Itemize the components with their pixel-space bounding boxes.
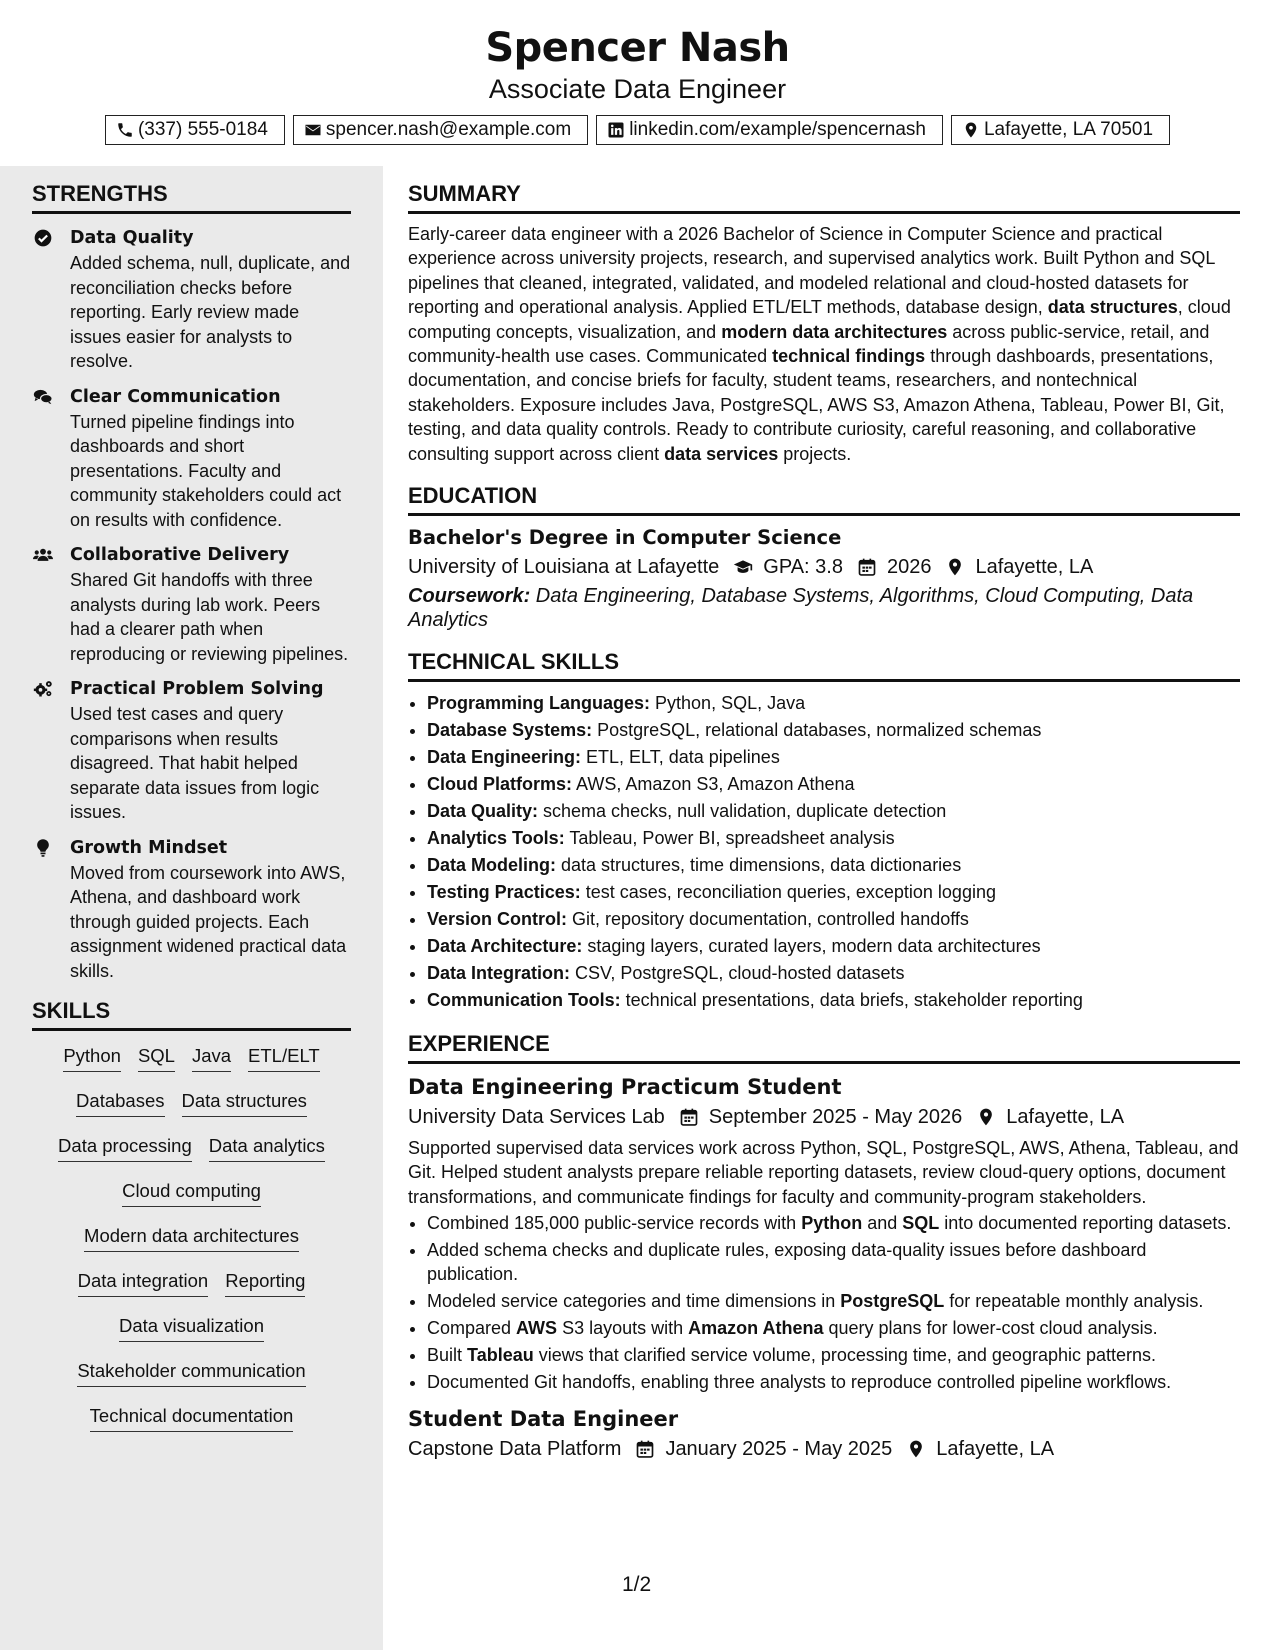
skill-chip: SQL	[138, 1044, 175, 1072]
list-item	[427, 744, 1240, 771]
coursework	[408, 584, 1240, 632]
strength-desc: Moved from coursework into AWS, Athena, and dashboard work through guided projects. Each assignment widened practical data skills.	[70, 862, 347, 981]
strength-desc: Added schema, null, duplicate, and reconciliation checks before reporting. Early review made issues easier for analysts to resolve.	[70, 253, 351, 371]
list-item	[427, 906, 1240, 933]
skill-chip: Data integration	[78, 1269, 209, 1297]
skill-value: Git, repository documentation, controlled handoffs	[567, 909, 969, 930]
chat-bubbles-icon	[32, 387, 54, 407]
strength-title: Practical Problem Solving	[70, 679, 324, 699]
strength-item	[32, 225, 351, 374]
job-dates: January 2025 - May 2025	[665, 1438, 893, 1461]
list-item	[427, 1343, 1240, 1367]
skill-value: test cases, reconciliation queries, exception logging	[580, 882, 996, 903]
skills-row	[32, 1179, 351, 1224]
list-item	[427, 960, 1240, 987]
map-pin-icon	[945, 557, 965, 577]
contact-bar	[0, 115, 1275, 145]
skill-chip: Data visualization	[119, 1314, 264, 1342]
bullet-run: query plans for lower-cost cloud analysis.	[823, 1318, 1158, 1339]
phone-text: (337) 555-0184	[137, 119, 268, 140]
job-entry	[408, 1072, 1240, 1394]
summary-run: through dashboards, presentations, documentation, and concise briefs for faculty, student teams, researchers, and nontechnical stakeholders. Exposure includes Java, PostgreSQL, AWS S3, Amazon Athena, Tableau, Power BI, Git, testing, and data quality controls. Ready to contribute curiosity, careful reasoning, and collaborative consulting support across client	[408, 346, 1225, 464]
summary-emphasis: technical findings	[772, 346, 926, 367]
skill-label: Data Architecture:	[427, 936, 583, 957]
skill-chip: Data processing	[58, 1134, 192, 1162]
bullet-emphasis: PostgreSQL	[840, 1291, 945, 1312]
contact-linkedin[interactable]	[596, 115, 943, 145]
bullet-run: Built	[427, 1345, 468, 1366]
map-pin-icon	[962, 121, 980, 139]
phone-icon	[116, 121, 134, 139]
technical-skills-heading: TECHNICAL SKILLS	[408, 648, 1240, 682]
envelope-icon	[304, 121, 322, 139]
calendar-icon	[857, 557, 877, 577]
job-meta	[408, 1434, 1240, 1464]
bullet-run: views that clarified service volume, processing time, and geographic patterns.	[533, 1345, 1157, 1366]
job-meta	[408, 1102, 1240, 1132]
skills-cloud	[32, 1041, 351, 1449]
job-description: Supported supervised data services work across Python, SQL, PostgreSQL, AWS, Athena, Tableau, and Git. Helped student analysts prepare reliable reporting datasets, review cloud-query options, document transformations, and communicate findings for faculty and community-program stakeholders.	[408, 1138, 1239, 1207]
coursework-label: Coursework:	[408, 585, 531, 608]
strength-title: Growth Mindset	[70, 837, 228, 858]
bullet-emphasis: Python	[801, 1213, 863, 1234]
experience-heading: EXPERIENCE	[408, 1030, 1240, 1064]
skill-label: Database Systems:	[427, 720, 593, 741]
skill-label: Data Quality:	[427, 801, 539, 822]
summary-run: across public-service, retail, and community-health use cases. Communicated	[408, 321, 1210, 367]
strength-item	[32, 835, 351, 984]
list-item	[427, 852, 1240, 879]
skill-value: PostgreSQL, relational databases, normalized schemas	[592, 720, 1042, 741]
strength-title: Clear Communication	[70, 386, 281, 407]
job-dates: September 2025 - May 2026	[708, 1106, 963, 1129]
calendar-icon	[679, 1107, 699, 1127]
skills-row	[32, 1044, 351, 1089]
linkedin-icon	[607, 121, 625, 139]
bullet-run: Added schema checks and duplicate rules, exposing data-quality issues before dashboard publication.	[427, 1240, 1147, 1285]
list-item	[427, 879, 1240, 906]
strength-item	[32, 384, 351, 533]
skill-chip: Data structures	[182, 1089, 307, 1117]
skill-value: data structures, time dimensions, data dictionaries	[556, 855, 962, 876]
summary-heading: SUMMARY	[408, 180, 1240, 214]
summary-run: , cloud computing concepts, visualization, and	[408, 297, 1231, 342]
check-circle-icon	[32, 228, 54, 248]
linkedin-text: linkedin.com/example/spencernash	[629, 119, 926, 140]
strength-item	[32, 676, 351, 825]
bullet-emphasis: SQL	[902, 1213, 940, 1234]
skill-value: technical presentations, data briefs, stakeholder reporting	[620, 990, 1083, 1011]
skill-chip: Cloud computing	[122, 1179, 261, 1207]
list-item	[427, 1211, 1240, 1235]
calendar-icon	[635, 1439, 655, 1459]
skill-chip: Modern data architectures	[84, 1224, 299, 1252]
skill-chip: Data analytics	[209, 1134, 325, 1162]
list-item	[427, 1238, 1240, 1286]
skill-value: Tableau, Power BI, spreadsheet analysis	[564, 828, 895, 849]
bullet-emphasis: Amazon Athena	[688, 1318, 824, 1339]
location-text: Lafayette, LA 70501	[983, 119, 1154, 140]
bullet-run: Compared	[427, 1318, 517, 1339]
skill-chip: ETL/ELT	[248, 1044, 320, 1072]
map-pin-icon	[976, 1107, 996, 1127]
list-item	[427, 933, 1240, 960]
bullet-run: Modeled service categories and time dimensions in	[427, 1291, 841, 1312]
school-name: University of Louisiana at Lafayette	[408, 556, 720, 579]
skill-chip: Technical documentation	[90, 1404, 294, 1432]
skill-value: CSV, PostgreSQL, cloud-hosted datasets	[570, 963, 905, 984]
strength-title: Data Quality	[70, 228, 194, 248]
job-entry	[408, 1404, 1240, 1464]
skills-heading: SKILLS	[32, 997, 351, 1031]
list-item	[427, 771, 1240, 798]
list-item	[427, 1316, 1240, 1340]
list-item	[427, 717, 1240, 744]
strengths-heading: STRENGTHS	[32, 180, 351, 214]
job-role: Data Engineering Practicum Student	[408, 1075, 842, 1100]
skill-label: Communication Tools:	[427, 990, 621, 1011]
education-location: Lafayette, LA	[975, 556, 1094, 579]
list-item	[427, 987, 1240, 1014]
gears-icon	[32, 679, 54, 699]
strength-title: Collaborative Delivery	[70, 545, 290, 565]
summary-text	[408, 222, 1240, 466]
bullet-run: into documented reporting datasets.	[939, 1213, 1232, 1234]
main-column	[408, 180, 1240, 1480]
bullet-emphasis: AWS	[516, 1318, 558, 1339]
bullet-run: Combined 185,000 public-service records with	[427, 1213, 802, 1234]
summary-run: projects.	[778, 443, 852, 464]
skill-chip: Databases	[76, 1089, 164, 1117]
contact-location	[951, 115, 1170, 145]
coursework-list: Data Engineering, Database Systems, Algorithms, Cloud Computing, Data Analytics	[408, 585, 1194, 632]
lightbulb-icon	[32, 838, 54, 858]
skill-label: Data Modeling:	[427, 855, 556, 876]
resume-header	[0, 22, 1275, 145]
sidebar	[0, 166, 383, 1650]
contact-phone[interactable]	[105, 115, 285, 145]
graduation-year: 2026	[886, 556, 932, 579]
list-item	[427, 1370, 1240, 1394]
skills-row	[32, 1089, 351, 1134]
experience-section	[408, 1030, 1240, 1464]
job-role: Student Data Engineer	[408, 1407, 679, 1432]
candidate-name: Spencer Nash	[485, 25, 790, 71]
users-icon	[32, 545, 54, 565]
skill-label: Analytics Tools:	[427, 828, 565, 849]
skills-row	[32, 1224, 351, 1269]
skill-value: ETL, ELT, data pipelines	[581, 747, 780, 768]
contact-email[interactable]	[293, 115, 588, 145]
bullet-emphasis: Tableau	[467, 1345, 534, 1366]
summary-section	[408, 180, 1240, 466]
skills-row	[32, 1134, 351, 1179]
strength-desc: Shared Git handoffs with three analysts during lab work. Peers had a clearer path when reproducing or reviewing pipelines.	[70, 570, 349, 664]
degree-name: Bachelor's Degree in Computer Science	[408, 526, 842, 550]
graduation-cap-icon	[733, 557, 753, 577]
list-item	[427, 798, 1240, 825]
skill-value: schema checks, null validation, duplicate detection	[538, 801, 947, 822]
bullet-run: S3 layouts with	[557, 1318, 689, 1339]
technical-skills-section	[408, 648, 1240, 1014]
job-location: Lafayette, LA	[936, 1438, 1055, 1461]
map-pin-icon	[906, 1439, 926, 1459]
strength-desc: Used test cases and query comparisons when results disagreed. That habit helped separate data issues from logic issues.	[70, 704, 320, 822]
skill-label: Cloud Platforms:	[427, 774, 573, 795]
page-number: 1/2	[622, 1573, 652, 1596]
skill-value: Python, SQL, Java	[650, 693, 806, 714]
gpa-text: GPA: 3.8	[763, 556, 843, 579]
list-item	[427, 825, 1240, 852]
job-org: University Data Services Lab	[408, 1106, 665, 1129]
candidate-title: Associate Data Engineer	[488, 74, 787, 104]
job-org: Capstone Data Platform	[408, 1438, 622, 1461]
skill-label: Version Control:	[427, 909, 568, 930]
skill-value: AWS, Amazon S3, Amazon Athena	[572, 774, 855, 795]
skills-row	[32, 1404, 351, 1449]
bullet-run: and	[862, 1213, 903, 1234]
skill-value: staging layers, curated layers, modern data architectures	[582, 936, 1041, 957]
skill-label: Data Engineering:	[427, 747, 582, 768]
job-bullets	[408, 1211, 1240, 1394]
skill-chip: Java	[192, 1044, 231, 1072]
skills-row	[32, 1314, 351, 1359]
bullet-run: for repeatable monthly analysis.	[944, 1291, 1204, 1312]
education-meta	[408, 552, 1240, 582]
summary-run: Early-career data engineer with a 2026 Bachelor of Science in Computer Science and practical experience across university projects, research, and supervised analytics work. Built Python and SQL pipelines that cleaned, integrated, validated, and modeled relational and cloud-hosted datasets for reporting and operational analysis. Applied ETL/ELT methods, database design,	[408, 224, 1215, 318]
skill-label: Testing Practices:	[427, 882, 581, 903]
education-section	[408, 482, 1240, 632]
list-item	[427, 1289, 1240, 1313]
skills-row	[32, 1269, 351, 1314]
strength-item	[32, 542, 351, 666]
skill-label: Data Integration:	[427, 963, 571, 984]
skill-label: Programming Languages:	[427, 693, 651, 714]
summary-emphasis: data services	[664, 443, 779, 464]
email-text: spencer.nash@example.com	[325, 119, 572, 140]
list-item	[427, 690, 1240, 717]
education-heading: EDUCATION	[408, 482, 1240, 516]
technical-skills-list	[408, 690, 1240, 1014]
skill-chip: Reporting	[225, 1269, 305, 1297]
skill-chip: Python	[63, 1044, 121, 1072]
summary-emphasis: modern data architectures	[721, 321, 948, 342]
job-location: Lafayette, LA	[1006, 1106, 1125, 1129]
bullet-run: Documented Git handoffs, enabling three analysts to reproduce controlled pipeline workflows.	[427, 1372, 1172, 1393]
strength-desc: Turned pipeline findings into dashboards and short presentations. Faculty and community stakeholders could act on results with confidence.	[70, 411, 342, 530]
skill-chip: Stakeholder communication	[77, 1359, 305, 1387]
skills-row	[32, 1359, 351, 1404]
summary-emphasis: data structures	[1047, 297, 1178, 318]
